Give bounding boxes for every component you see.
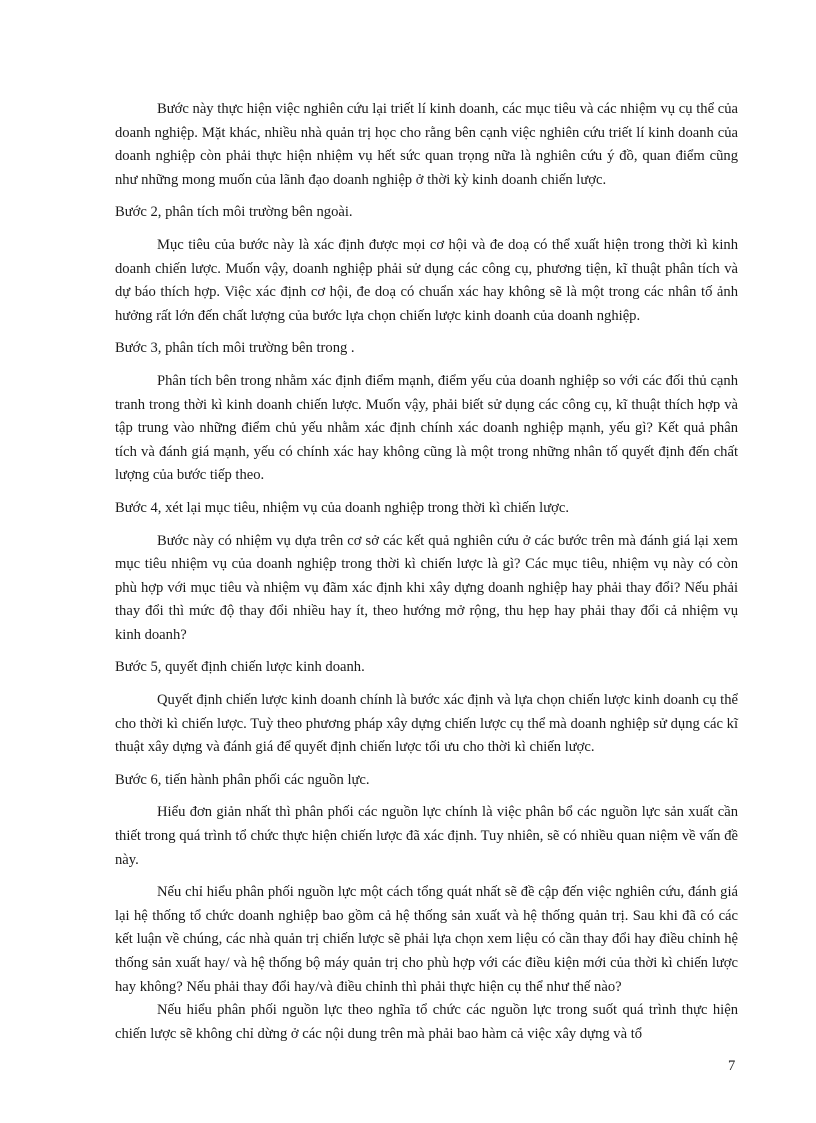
paragraph-step2-body: Mục tiêu của bước này là xác định được mọi cơ hội và đe doạ có thể xuất hiện trong thời kì kinh doanh chiến lược. Muốn vậy, doanh nghiệp phải sử dụng các công cụ, phương tiện, kĩ thuật phân tích và dự báo thích hợp. Việc xác định cơ hội, đe doạ có chuẩn xác hay không sẽ là một trong các nhân tố ảnh hưởng rất lớn đến chất lượng của bước lựa chọn chiến lược kinh doanh của doanh nghiệp. [115, 236, 738, 324]
step-heading-6: Bước 6, tiến hành phân phối các nguồn lực. [115, 771, 370, 788]
page-number: 7 [728, 1058, 736, 1074]
paragraph-step5-body: Quyết định chiến lược kinh doanh chính là bước xác định và lựa chọn chiến lược kinh doanh cụ thể cho thời kì chiến lược. Tuỳ theo phương pháp xây dựng chiến lược cụ thể mà doanh nghiệp sử dụng các kĩ thuật xây dựng và đánh giá để quyết định chiến lược tối ưu cho thời kì chiến lược. [115, 692, 738, 756]
paragraph-step4-body: Bước này có nhiệm vụ dựa trên cơ sở các kết quả nghiên cứu ở các bước trên mà đánh giá lại xem mục tiêu nhiệm vụ của doanh nghiệp trong thời kì chiến lược là gì? Các mục tiêu, nhiệm vụ này có còn phù hợp với mục tiêu và nhiệm vụ đãm xác định khi xây dựng doanh nghiệp hay phải thay đổi? Nếu phải thay đổi thì mức độ thay đổi nhiều hay ít, theo hướng mở rộng, thu hẹp hay phải thay đổi cả nhiệm vụ kinh doanh? [115, 532, 738, 643]
document-page [115, 98, 738, 1046]
step-heading-4: Bước 4, xét lại mục tiêu, nhiệm vụ của doanh nghiệp trong thời kì chiến lược. [115, 499, 569, 516]
paragraph-step1-body: Bước này thực hiện việc nghiên cứu lại triết lí kinh doanh, các mục tiêu và các nhiệm vụ cụ thể của doanh nghiệp. Mặt khác, nhiều nhà quản trị học cho rằng bên cạnh việc nghiên cứu triết lí kinh doanh của doanh nghiệp còn phải thực hiện nhiệm vụ hết sức quan trọng nữa là nghiên cứu ý đồ, quan điểm cũng như những mong muốn của lãnh đạo doanh nghiệp ở thời kỳ kinh doanh chiến lược. [115, 101, 738, 188]
step-heading-2: Bước 2, phân tích môi trường bên ngoài. [115, 204, 353, 221]
step-heading-5: Bước 5, quyết định chiến lược kinh doanh. [115, 659, 365, 676]
paragraph-step3-body: Phân tích bên trong nhằm xác định điểm mạnh, điểm yếu của doanh nghiệp so với các đối thủ cạnh tranh trong thời kì kinh doanh chiến lược. Muốn vậy, phải biết sử dụng các công cụ, kĩ thuật thích hợp và tập trung vào những điểm chủ yếu nhằm xác định chính xác doanh nghiệp mạnh, yếu gì? Kết quả phân tích và đánh giá mạnh, yếu có chính xác hay không cũng là một trong những nhân tố quyết định đến chất lượng của bước tiếp theo. [115, 372, 738, 484]
paragraph-step6-body: Hiểu đơn giản nhất thì phân phối các nguồn lực chính là việc phân bổ các nguồn lực sản xuất cần thiết trong quá trình tổ chức thực hiện chiến lược đã xác định. Tuy nhiên, sẽ có nhiều quan niệm về vấn đề này. [115, 804, 738, 868]
paragraph-step6-detail-1: Nếu chỉ hiểu phân phối nguồn lực một cách tổng quát nhất sẽ đề cập đến việc nghiên cứu, đánh giá lại hệ thống tổ chức doanh nghiệp bao gồm cả hệ thống sản xuất và hệ thống quản trị. Sau khi đã có các kết luận về chúng, các nhà quản trị chiến lược sẽ phải lựa chọn xem liệu có cần thay đổi hay điều chỉnh hệ thống sản xuất hay/ và hệ thống bộ máy quản trị cho phù hợp với các điều kiện mới của thời kì chiến lược hay không? Nếu phải thay đổi hay/và điều chỉnh thì phải thực hiện cụ thể như thế nào? [115, 884, 738, 995]
step-heading-3: Bước 3, phân tích môi trường bên trong . [115, 340, 355, 357]
paragraph-step6-detail-2: Nếu hiểu phân phối nguồn lực theo nghĩa tổ chức các nguồn lực trong suốt quá trình thực hiện chiến lược sẽ không chỉ dừng ở các nội dung trên mà phải bao hàm cả việc xây dựng và tổ [115, 1002, 738, 1042]
